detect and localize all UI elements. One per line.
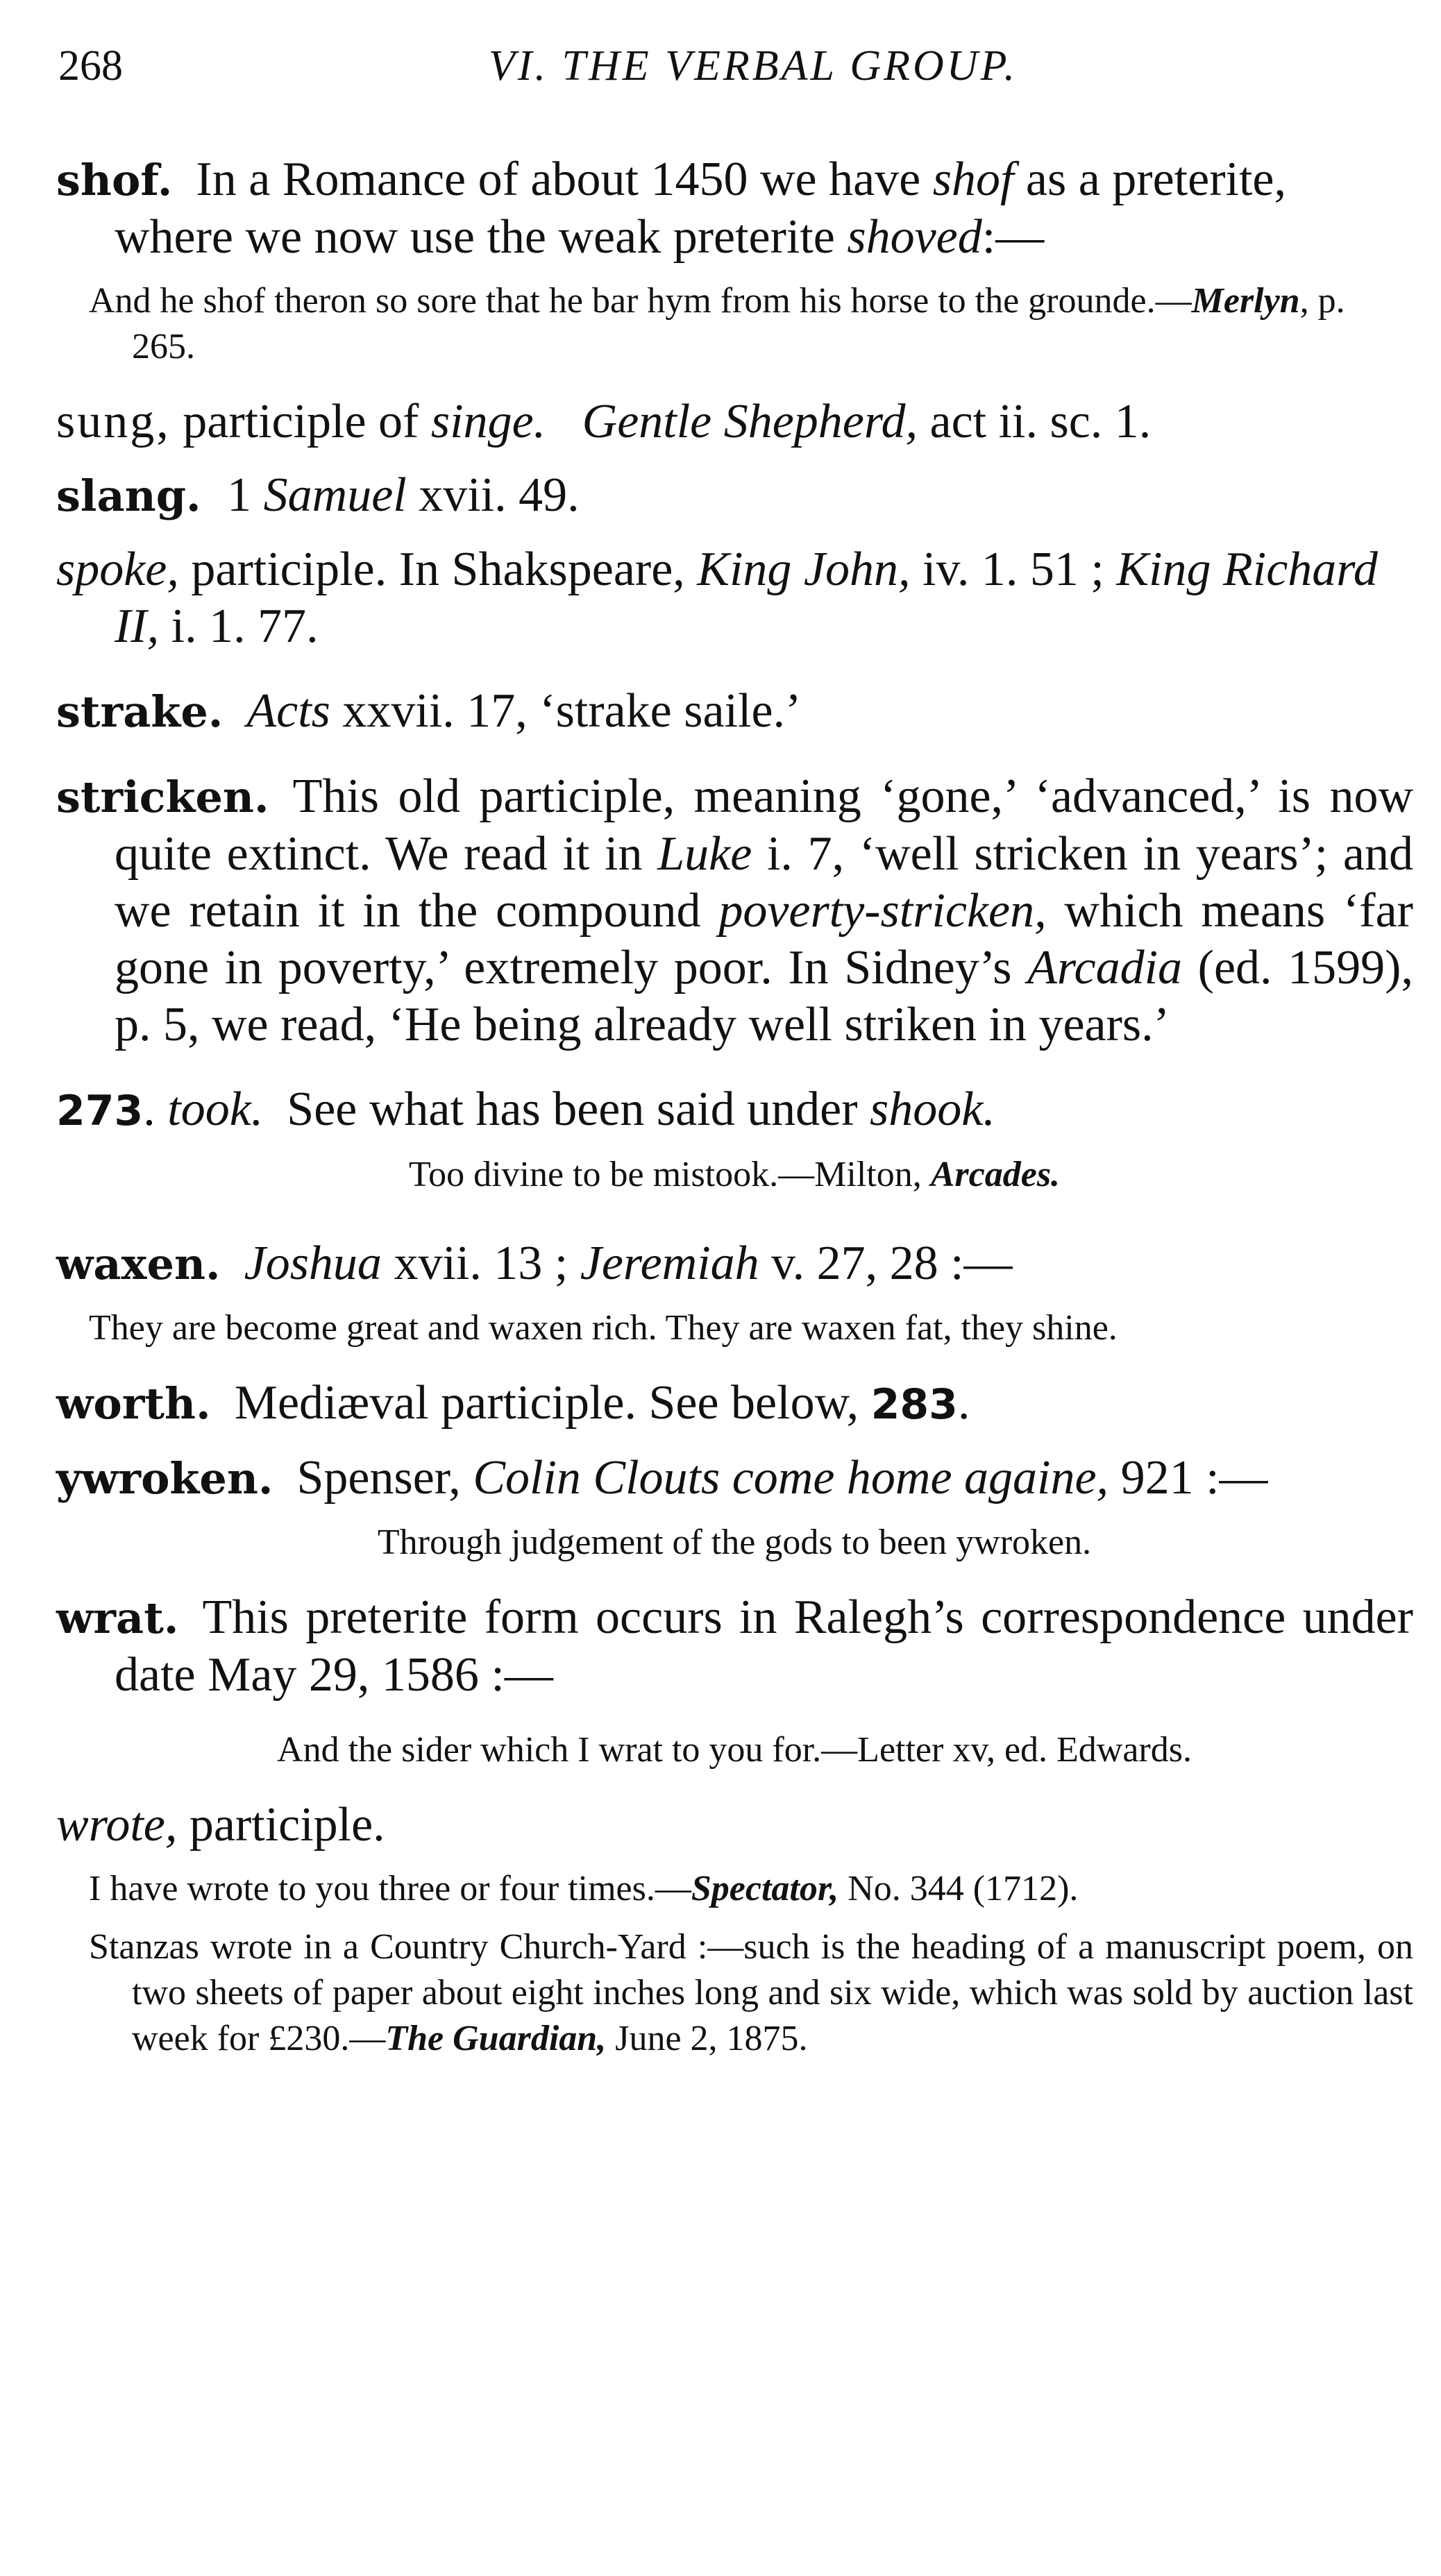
entry-text: i. 1. 77. (159, 600, 319, 653)
entry-text: participle of (170, 395, 431, 448)
entry-text: participle. In Shakspeare, (178, 543, 698, 596)
quote-source: Spectator, (691, 1869, 839, 1908)
quote-text: Through judgement of the gods to been ywroken. (377, 1523, 1092, 1562)
entry-waxen (0, 1235, 1441, 1293)
entry-italic: King Richard II, (115, 543, 1378, 653)
quote-source: Merlyn (1191, 281, 1300, 321)
entry-italic: singe. (430, 395, 546, 448)
entry-text: 921 :— (1109, 1451, 1268, 1505)
headword-wrote: wrote, (56, 1798, 178, 1852)
entry-sung (0, 393, 1441, 450)
quote-text: Stanzas wrote in a Country Church-Yard :—such is the heading of a manuscript poem, on two sheets of paper about eight inches long and six wide, which was sold by auction last week for £230.— (89, 1927, 1413, 2058)
quote-text: Too divine to be mistook.—Milton, (408, 1155, 931, 1194)
headword-sung: sung, (56, 395, 171, 448)
entry-text: Mediæval participle. See below, (234, 1376, 871, 1430)
page-header (58, 42, 1399, 104)
section-number: 273 (56, 1087, 144, 1135)
entry-italic: Jeremiah (580, 1237, 759, 1290)
entry-slang (0, 467, 1441, 525)
entry-list (0, 151, 1441, 2062)
entry-text: iv. 1. 51 ; (910, 543, 1117, 596)
quote-waxen (0, 1305, 1441, 1351)
entry-italic: Arcadia (1027, 941, 1183, 994)
entry-spoke (0, 541, 1441, 655)
quote-wrote-1 (0, 1866, 1441, 1912)
page-number: 268 (58, 42, 123, 90)
quote-source: The Guardian, (385, 2019, 607, 2058)
quote-wrote-2 (0, 1924, 1441, 2062)
quote-text: And he shof theron so sore that he bar hym from his horse to the grounde.— (89, 281, 1192, 321)
entry-text: :— (981, 210, 1045, 264)
headword-slang: slang. (56, 471, 201, 521)
entry-text: This preterite form occurs in Ralegh’s correspondence under date May 29, 1586 :— (115, 1591, 1413, 1702)
quote-text: They are become great and waxen rich. They are waxen fat, they shine. (89, 1308, 1118, 1348)
entry-text: act ii. sc. 1. (918, 395, 1152, 448)
entry-text: In a Romance of about 1450 we have (196, 153, 933, 206)
quote-source: Arcades. (930, 1155, 1061, 1194)
entry-stricken (0, 768, 1441, 1053)
headword-worth: worth. (56, 1378, 211, 1429)
entry-italic: Samuel (263, 468, 407, 522)
entry-text: xvii. 49. (406, 468, 580, 522)
entry-text: See what has been said under (287, 1083, 870, 1136)
quote-ywroken (0, 1520, 1441, 1566)
entry-text: v. 27, 28 :— (759, 1237, 1013, 1290)
quote-shof (0, 278, 1441, 370)
entry-text: as a preterite, where we now use the weak preterite (115, 153, 1286, 264)
entry-took (0, 1081, 1441, 1139)
entry-text: participle. (177, 1798, 385, 1852)
headword-strake: strake. (56, 686, 224, 737)
entry-text: 1 (214, 468, 264, 522)
headword-shof: shof. (56, 155, 173, 205)
headword-waxen: waxen. (56, 1239, 221, 1289)
entry-text: i. 7, ‘well stricken in years’; and we retain it in the compound (115, 827, 1413, 938)
headword-ywroken: ywroken. (56, 1453, 273, 1504)
quote-text: And the sider which I wrat to you for.—Letter xv, ed. Edwards. (277, 1730, 1192, 1770)
entry-text: which means ‘far gone in poverty,’ extremely poor. In Sidney’s (115, 884, 1413, 994)
entry-italic: poverty-stricken, (718, 884, 1047, 938)
entry-italic: Luke (657, 827, 752, 881)
quote-text: I have wrote to you three or four times.— (89, 1869, 691, 1908)
entry-text (546, 395, 582, 448)
entry-text: . (957, 1376, 970, 1430)
quote-text: , p. 265. (132, 281, 1345, 366)
entry-text: Spenser, (296, 1451, 473, 1505)
headword-took: took. (167, 1083, 264, 1136)
entry-text: (ed. 1599), p. 5, we read, ‘He being already well striken in years.’ (115, 941, 1413, 1051)
headword-spoke: spoke, (56, 543, 179, 596)
entry-ywroken (0, 1450, 1441, 1507)
entry-italic: Acts (246, 684, 330, 738)
entry-italic: Joshua (244, 1237, 382, 1290)
entry-shof (0, 151, 1441, 266)
entry-text: xvii. 13 ; (381, 1237, 580, 1290)
entry-wrote (0, 1797, 1441, 1854)
headword-stricken: stricken. (56, 772, 269, 822)
entry-text: xxvii. 17, ‘strake saile.’ (330, 684, 802, 738)
headword-wrat: wrat. (56, 1593, 179, 1643)
entry-italic: King John, (697, 543, 911, 596)
quote-wrat (0, 1727, 1441, 1773)
entry-strake (0, 683, 1441, 740)
entry-italic: shook. (870, 1083, 995, 1136)
entry-worth (0, 1375, 1441, 1433)
section-reference: 283 (870, 1380, 958, 1429)
running-title: VI. THE VERBAL GROUP. (489, 42, 1018, 90)
entry-wrat (0, 1589, 1441, 1704)
entry-text: This old participle, meaning ‘gone,’ ‘advanced,’ is now quite extinct. We read it in (115, 770, 1413, 881)
quote-text: June 2, 1875. (606, 2019, 808, 2058)
quote-text: No. 344 (1712). (839, 1869, 1079, 1908)
quote-took (0, 1152, 1441, 1198)
entry-italic: Colin Clouts come home againe, (473, 1451, 1109, 1505)
entry-italic: Gentle Shepherd, (582, 395, 918, 448)
entry-text: . (143, 1083, 168, 1136)
entry-italic: shof (932, 153, 1014, 206)
entry-italic: shoved (847, 210, 982, 264)
